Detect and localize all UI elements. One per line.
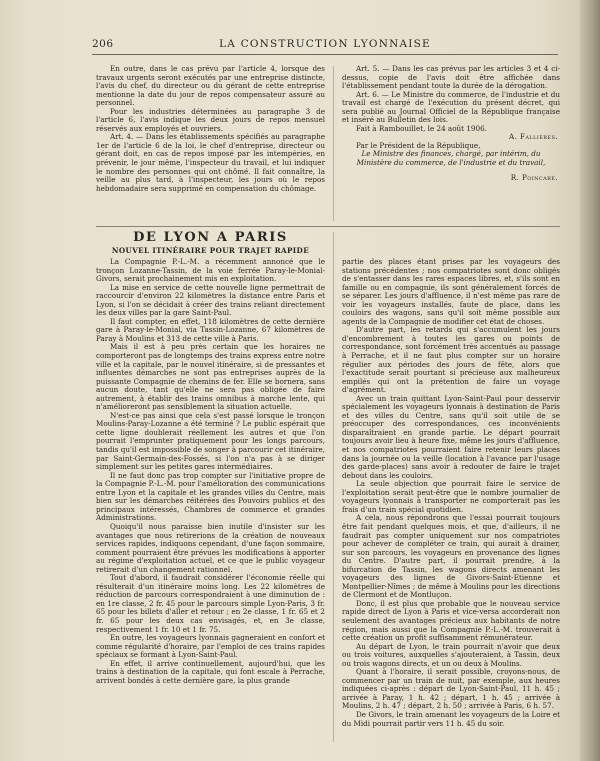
- article-title: DE LYON A PARIS: [133, 230, 288, 245]
- decree-paragraph: Pour les industries déterminées au paragraphe 3 de l'article 6, l'avis indique les deux jours de repos mensuel réservés aux employés et ouvriers.: [96, 106, 325, 133]
- article-paragraph: Avec un train quittant Lyon-Saint-Paul pour desservir spécialement les voyageurs lyonnais à destination de Paris et des villes du Centre, sans qu'il soit utile de se préoccuper des correspondances, ces inconvénients disparaîtraient en grande partie. Le départ pourrait toujours avoir lieu à heure fixe, même les jours d'affluence, et nos compatriotes pourraient faire retenir leurs places dans la journée ou la veille (location à l'avance par l'usage des garde-places) sans avoir à redouter de faire le trajet debout dans les couloirs.: [342, 393, 560, 480]
- page-number: 206: [92, 38, 114, 50]
- article-paragraph: Quoiqu'il nous paraisse bien inutile d'insister sur les avantages que nous retirerions de la création de nouveaux services rapides, indiquons cependant, d'une façon sommaire, comment pourraient être prévues les modifications à apporter au régime d'exploitation actuel, et ce que le public voyageur retirerait d'un changement rationnel.: [96, 521, 325, 574]
- article-paragraph: En effet, il arrive continuellement, aujourd'hui, que les trains à destination de la capitale, qui font escale à Perrache, arrivent bondés à cette dernière gare, la plus grande: [96, 658, 325, 685]
- article-paragraph: La seule objection que pourrait faire le service de l'exploitation serait peut-être que le nombre journalier de voyageurs lyonnais à transporter ne comporterait pas les frais d'un train spécial quotidien.: [342, 479, 560, 514]
- decree-paragraph: Art. 4. — Dans les établissements spécifiés au paragraphe 1er de l'article 6 de la loi, le chef d'entreprise, directeur ou gérant doit, en cas de repos imposé par les intempéries, en prévenir, le jour même, l'inspecteur du travail, et lui indiquer le nombre des personnes qui ont chômé. Il fait connaître, la veille au plus tard, à l'inspecteur, les jours où le repos hebdomadaire sera supprimé en compensation du chômage.: [96, 132, 325, 193]
- article-paragraph: De Givors, le train amenant les voyageurs de la Loire et du Midi pourrait partir vers 11 h. 45 du soir.: [342, 709, 560, 728]
- article-paragraph: La Compagnie P.-L.-M. a récemment annoncé que le tronçon Lozanne-Tassin, de la voie ferrée Paray-le-Monial-Givors, serait prochainement mis en exploitation.: [96, 257, 325, 284]
- signature-president: A. Fallières.: [509, 132, 558, 142]
- page-edge: [580, 0, 600, 761]
- decree-paragraph: Art. 5. — Dans les cas prévus par les articles 3 et 4 ci-dessus, copie de l'avis doit être affichée dans l'établissement pendant toute la durée de la dérogation.: [342, 64, 560, 91]
- place-date: Fait à Rambouillet, le 24 août 1906.: [356, 123, 487, 133]
- article-paragraph: N'est-ce pas ainsi que cela s'est passé lorsque le tronçon Moulins-Paray-Lozanne a été terminé ? Le public espérait que cette ligne doublerait réellement les autres et que l'on pourrait l'emprunter pratiquement pour les longs parcours, tandis qu'il est impossible de songer à parcourir cet itinéraire, par Saint-Germain-des-Fossés, si l'on n'a pas à se diriger simplement sur les petites gares intermédiaires.: [96, 410, 325, 472]
- column-rule: [333, 232, 334, 742]
- article-subtitle: NOUVEL ITINÉRAIRE POUR TRAJET RAPIDE: [111, 246, 310, 255]
- by-president: Par le Président de la République,: [356, 140, 481, 150]
- article-left-column: [96, 258, 325, 685]
- article-paragraph: En outre, les voyageurs lyonnais gagneraient en confort et comme régularité d'horaire, par l'emploi de ces trains rapides spéciaux se formant à Lyon-Saint-Paul.: [96, 633, 325, 660]
- decree-left-column: [96, 65, 325, 193]
- article-paragraph: Il ne faut donc pas trop compter sur l'initiative propre de la Compagnie P.-L.-M. pour l'amélioration des communications entre Lyon et la capitale et les grandes villes du Centre, mais bien sur les démarches réitérées des Pouvoirs publics et des principaux intéressés, Chambres de commerce et grandes Administrations.: [96, 470, 325, 523]
- article-paragraph: Tout d'abord, il faudrait considérer l'économie réelle qui résulterait d'un itinéraire moins long. Les 22 kilomètres de réduction de parcours correspondraient à une diminution de : en 1re classe, 2 fr. 45 pour le parcours simple Lyon-Paris, 3 fr. 65 pour les billets d'aller et retour ; en 2e classe, 1 fr. 65 et 2 fr. 65 pour les deux cas envisagés, et, en 3e classe, respectivement 1 fr. 10 et 1 fr. 75.: [96, 573, 325, 634]
- article-paragraph: A cela, nous répondrons que l'essai pourrait toujours être fait pendant quelques mois, et que, d'ailleurs, il ne faudrait pas compter uniquement sur nos compatriotes pour achever de compléter ce train, qui aurait à drainer, sur son parcours, les voyageurs en provenance des lignes du Centre. D'autre part, il pourrait prendre, à la bifurcation de Tassin, les wagons directs amenant les voyageurs des lignes de Givors-Saint-Etienne et Montpellier-Nîmes ; de même à Moulins pour les directions de Clermont et de Montluçon.: [342, 513, 560, 600]
- decree-paragraph: En outre, dans le cas prévu par l'article 4, lorsque des travaux urgents seront exécutés par une entreprise distincte, l'avis du chef, du directeur ou du gérant de cette entreprise mentionne la date du jour de repos compensateur assuré au personnel.: [96, 64, 325, 108]
- decree-right-column: [342, 65, 560, 182]
- column-rule: [333, 66, 334, 221]
- decree-paragraph: Art. 6. — Le Ministre du commerce, de l'industrie et du travail est chargé de l'exécution du présent décret, qui sera publié au Journal Officiel de la République française et inséré au Bulletin des lois.: [342, 89, 560, 125]
- section-divider: [96, 226, 560, 227]
- minister-line: Le Ministre des finances, chargé, par intérim, du Ministère du commerce, de l'industrie et du travail,: [356, 149, 546, 168]
- article-right-column: [342, 258, 560, 728]
- article-paragraph: Donc, il est plus que probable que le nouveau service rapide direct de Lyon à Paris et vice-versa accorderait non seulement des avantages précieux aux habitants de notre région, mais aussi que la Compagnie P.-L.-M. trouverait à cette création un profit suffisamment rémunérateur.: [342, 598, 560, 643]
- journal-title: LA CONSTRUCTION LYONNAISE: [219, 38, 431, 50]
- article-paragraph: Au départ de Lyon, le train pourrait n'avoir que deux ou trois voitures, auxquelles s'ajouteraient, à Tassin, deux ou trois wagons directs, et un ou deux à Moulins.: [342, 641, 560, 668]
- article-paragraph: Mais il est à peu près certain que les horaires ne comporteront pas de longtemps des trains express entre notre ville et la capitale, par le nouvel itinéraire, si de pressantes et influentes démarches ne sont pas entreprises auprès de la puissante Compagnie de chemins de fer. Elle se bornera, sans aucun doute, tant qu'elle ne sera pas obligée de faire autrement, à établir des trains omnibus à marche lente, qui n'amélioreront pas sensiblement la situation actuelle.: [96, 342, 325, 412]
- article-paragraph: partie des places étant prises par les voyageurs des stations précédentes ; nos compatriotes sont donc obligés de s'entasser dans les rares espaces libres, et, s'ils sont en famille ou en compagnie, ils sont généralement forcés de se séparer. Les jours d'affluence, il n'est même pas rare de voir les voyageurs installés, faute de place, dans les couloirs des wagons, sans qu'il soit même possible aux agents de la Compagnie de modifier cet état de choses.: [342, 257, 560, 326]
- article-paragraph: Quant à l'horaire, il serait possible, croyons-nous, de commencer par un train de nuit, par exemple, aux heures indiquées ci-après : départ de Lyon-Saint-Paul, 11 h. 45 ; arrivée à Paray, 1 h. 42 ; départ, 1 h. 45 ; arrivée à Moulins, 2 h. 47 ; départ, 2 h. 50 ; arrivée à Paris, 6 h. 57.: [342, 667, 560, 711]
- article-paragraph: D'autre part, les retards qui s'accumulent les jours d'encombrement à toutes les gares ou points de correspondance, sont forcément très accentués au passage à Perrache, et il ne faut plus compter sur un horaire régulier aux périodes des jours de fête, alors que l'exactitude serait pourtant si précieuse aux malheureux empilés qui ont la prétention de faire un voyage d'agrément.: [342, 325, 560, 395]
- article-paragraph: La mise en service de cette nouvelle ligne permettrait de raccourcir d'environ 22 kilomètres la distance entre Paris et Lyon, si l'on se décidait à créer des trains reliant directement les deux villes par la gare Saint-Paul.: [96, 282, 325, 318]
- header-rule: [92, 54, 558, 55]
- article-paragraph: Il faut compter, en effet, 118 kilomètres de cette dernière gare à Paray-le-Monial, via Tassin-Lozanne, 67 kilomètres de Paray à Moulins et 313 de cette ville à Paris.: [96, 316, 325, 343]
- signature-minister: R. Poincaré.: [510, 172, 558, 182]
- running-header: [92, 38, 558, 54]
